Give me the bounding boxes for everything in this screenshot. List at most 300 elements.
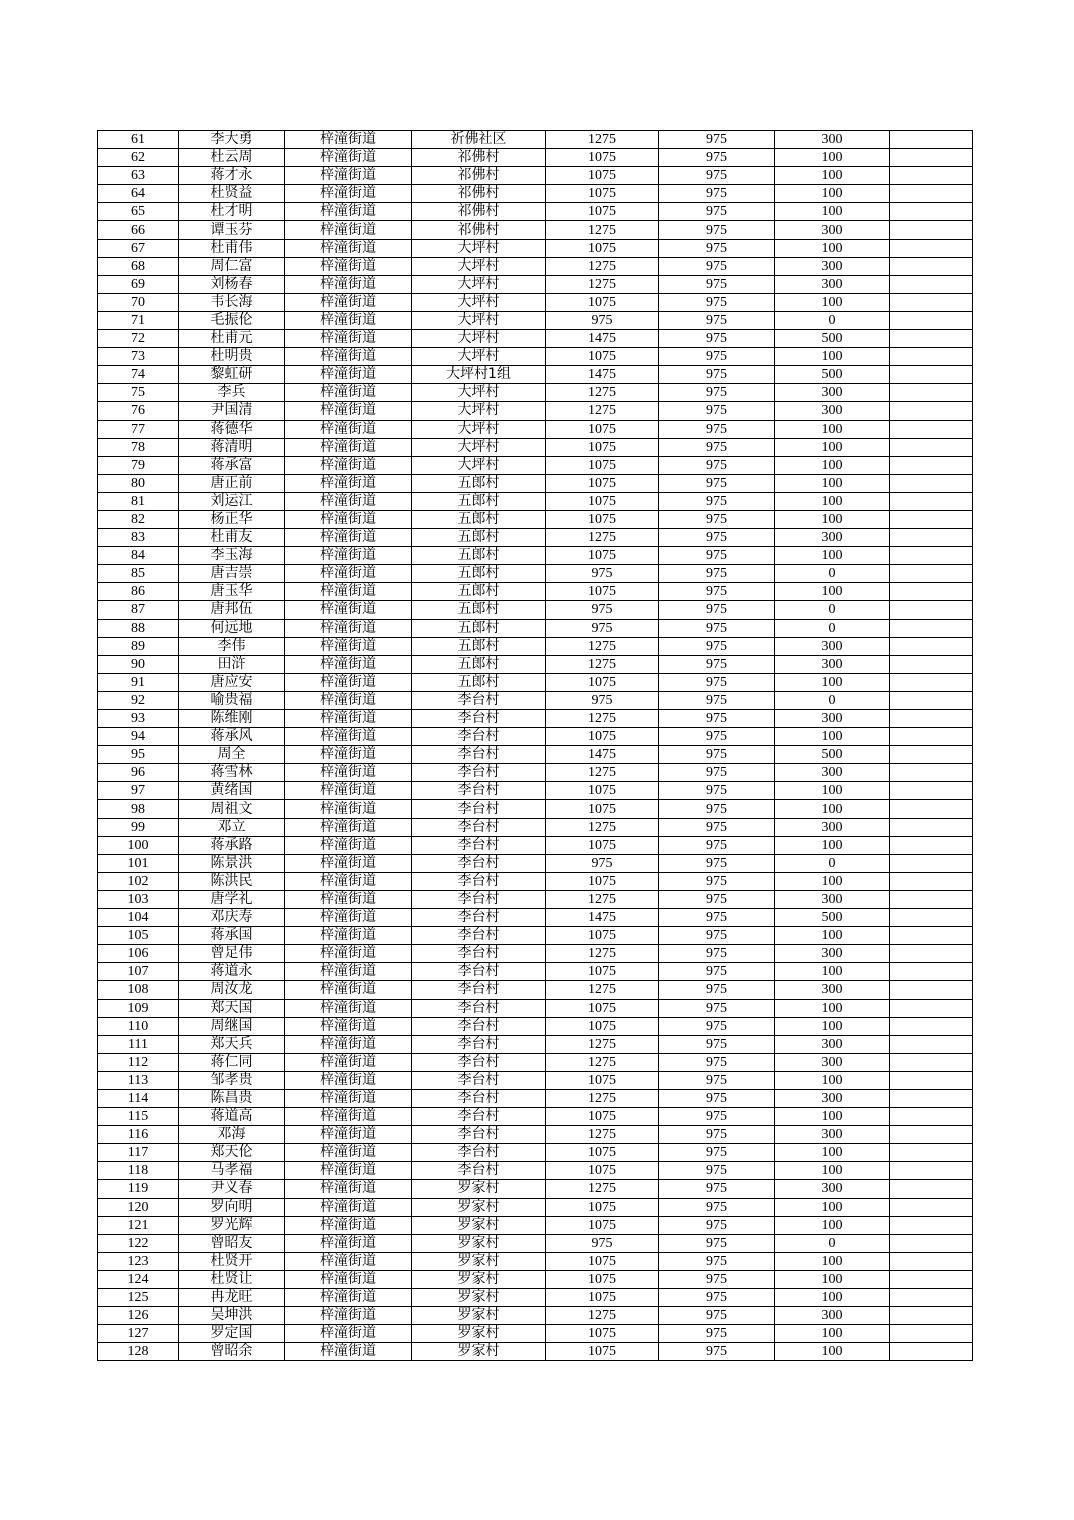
cell-name: 蒋道永 bbox=[179, 963, 285, 981]
cell-remarks bbox=[890, 836, 973, 854]
cell-remarks bbox=[890, 167, 973, 185]
cell-amount-difference: 100 bbox=[775, 149, 890, 167]
cell-subdistrict: 梓潼街道 bbox=[285, 131, 412, 149]
cell-name: 杜贤让 bbox=[179, 1270, 285, 1288]
cell-amount-difference: 100 bbox=[775, 836, 890, 854]
cell-amount-difference: 100 bbox=[775, 348, 890, 366]
cell-name: 蒋承风 bbox=[179, 728, 285, 746]
cell-remarks bbox=[890, 275, 973, 293]
cell-row-number: 77 bbox=[98, 420, 179, 438]
cell-amount-base: 975 bbox=[659, 927, 775, 945]
cell-subdistrict: 梓潼街道 bbox=[285, 710, 412, 728]
cell-remarks bbox=[890, 673, 973, 691]
cell-remarks bbox=[890, 438, 973, 456]
cell-amount-difference: 100 bbox=[775, 673, 890, 691]
cell-subdistrict: 梓潼街道 bbox=[285, 1162, 412, 1180]
cell-row-number: 114 bbox=[98, 1089, 179, 1107]
cell-amount-base: 975 bbox=[659, 348, 775, 366]
cell-subdistrict: 梓潼街道 bbox=[285, 1307, 412, 1325]
cell-name: 郑天伦 bbox=[179, 1144, 285, 1162]
table-row bbox=[98, 691, 973, 709]
cell-name: 周仁富 bbox=[179, 257, 285, 275]
cell-amount-base: 975 bbox=[659, 981, 775, 999]
cell-name: 蒋才永 bbox=[179, 167, 285, 185]
cell-amount-total: 1275 bbox=[546, 637, 659, 655]
cell-amount-difference: 100 bbox=[775, 456, 890, 474]
cell-amount-base: 975 bbox=[659, 420, 775, 438]
cell-amount-difference: 100 bbox=[775, 999, 890, 1017]
cell-row-number: 111 bbox=[98, 1035, 179, 1053]
cell-remarks bbox=[890, 239, 973, 257]
cell-amount-difference: 300 bbox=[775, 818, 890, 836]
cell-amount-difference: 100 bbox=[775, 1343, 890, 1361]
cell-row-number: 86 bbox=[98, 583, 179, 601]
cell-remarks bbox=[890, 927, 973, 945]
cell-name: 周继国 bbox=[179, 1017, 285, 1035]
cell-amount-difference: 100 bbox=[775, 293, 890, 311]
cell-amount-difference: 100 bbox=[775, 1108, 890, 1126]
cell-remarks bbox=[890, 710, 973, 728]
cell-village: 李台村 bbox=[412, 981, 546, 999]
table-row bbox=[98, 1180, 973, 1198]
cell-remarks bbox=[890, 1162, 973, 1180]
cell-amount-total: 1075 bbox=[546, 1252, 659, 1270]
cell-name: 陈洪民 bbox=[179, 872, 285, 890]
cell-amount-base: 975 bbox=[659, 836, 775, 854]
cell-remarks bbox=[890, 1216, 973, 1234]
table-row bbox=[98, 275, 973, 293]
cell-amount-difference: 100 bbox=[775, 547, 890, 565]
cell-subdistrict: 梓潼街道 bbox=[285, 420, 412, 438]
cell-row-number: 101 bbox=[98, 854, 179, 872]
cell-name: 杜明贵 bbox=[179, 348, 285, 366]
cell-amount-total: 1075 bbox=[546, 1071, 659, 1089]
cell-amount-difference: 100 bbox=[775, 1289, 890, 1307]
cell-name: 杨正华 bbox=[179, 510, 285, 528]
cell-amount-difference: 100 bbox=[775, 963, 890, 981]
cell-name: 唐吉崇 bbox=[179, 565, 285, 583]
cell-subdistrict: 梓潼街道 bbox=[285, 1144, 412, 1162]
cell-amount-total: 1075 bbox=[546, 1162, 659, 1180]
table-row bbox=[98, 1307, 973, 1325]
cell-village: 五郎村 bbox=[412, 673, 546, 691]
cell-amount-total: 1075 bbox=[546, 1270, 659, 1288]
cell-remarks bbox=[890, 1325, 973, 1343]
cell-village: 李台村 bbox=[412, 818, 546, 836]
cell-name: 何远地 bbox=[179, 619, 285, 637]
cell-village: 李台村 bbox=[412, 746, 546, 764]
cell-village: 大坪村 bbox=[412, 420, 546, 438]
cell-subdistrict: 梓潼街道 bbox=[285, 366, 412, 384]
cell-amount-total: 1075 bbox=[546, 583, 659, 601]
cell-amount-difference: 100 bbox=[775, 1252, 890, 1270]
cell-amount-base: 975 bbox=[659, 221, 775, 239]
cell-village: 李台村 bbox=[412, 1017, 546, 1035]
cell-village: 李台村 bbox=[412, 1071, 546, 1089]
cell-subdistrict: 梓潼街道 bbox=[285, 438, 412, 456]
cell-amount-difference: 300 bbox=[775, 981, 890, 999]
cell-subdistrict: 梓潼街道 bbox=[285, 872, 412, 890]
cell-remarks bbox=[890, 1089, 973, 1107]
table-row bbox=[98, 1216, 973, 1234]
cell-amount-base: 975 bbox=[659, 167, 775, 185]
cell-village: 李台村 bbox=[412, 728, 546, 746]
cell-amount-total: 1275 bbox=[546, 1126, 659, 1144]
cell-amount-total: 1075 bbox=[546, 872, 659, 890]
cell-name: 周全 bbox=[179, 746, 285, 764]
cell-village: 五郎村 bbox=[412, 474, 546, 492]
cell-amount-difference: 100 bbox=[775, 1162, 890, 1180]
table-row bbox=[98, 619, 973, 637]
cell-remarks bbox=[890, 131, 973, 149]
cell-row-number: 95 bbox=[98, 746, 179, 764]
cell-amount-base: 975 bbox=[659, 1017, 775, 1035]
cell-remarks bbox=[890, 963, 973, 981]
cell-subdistrict: 梓潼街道 bbox=[285, 1325, 412, 1343]
cell-amount-total: 1075 bbox=[546, 927, 659, 945]
cell-name: 郑天国 bbox=[179, 999, 285, 1017]
cell-name: 曾昭余 bbox=[179, 1343, 285, 1361]
cell-subdistrict: 梓潼街道 bbox=[285, 1270, 412, 1288]
cell-row-number: 91 bbox=[98, 673, 179, 691]
cell-name: 李大勇 bbox=[179, 131, 285, 149]
cell-village: 李台村 bbox=[412, 782, 546, 800]
cell-subdistrict: 梓潼街道 bbox=[285, 1017, 412, 1035]
cell-remarks bbox=[890, 619, 973, 637]
cell-village: 罗家村 bbox=[412, 1325, 546, 1343]
cell-village: 李台村 bbox=[412, 1035, 546, 1053]
cell-village: 大坪村 bbox=[412, 293, 546, 311]
cell-subdistrict: 梓潼街道 bbox=[285, 293, 412, 311]
cell-subdistrict: 梓潼街道 bbox=[285, 149, 412, 167]
cell-village: 大坪村 bbox=[412, 257, 546, 275]
cell-amount-base: 975 bbox=[659, 1198, 775, 1216]
cell-amount-total: 975 bbox=[546, 1234, 659, 1252]
cell-village: 五郎村 bbox=[412, 529, 546, 547]
cell-amount-difference: 300 bbox=[775, 945, 890, 963]
cell-village: 五郎村 bbox=[412, 565, 546, 583]
cell-name: 唐应安 bbox=[179, 673, 285, 691]
cell-amount-total: 975 bbox=[546, 565, 659, 583]
cell-village: 祁佛村 bbox=[412, 149, 546, 167]
cell-amount-total: 1075 bbox=[546, 438, 659, 456]
cell-village: 李台村 bbox=[412, 1144, 546, 1162]
cell-remarks bbox=[890, 728, 973, 746]
table-row bbox=[98, 782, 973, 800]
cell-village: 罗家村 bbox=[412, 1289, 546, 1307]
table-row bbox=[98, 547, 973, 565]
cell-row-number: 118 bbox=[98, 1162, 179, 1180]
table-row bbox=[98, 330, 973, 348]
cell-village: 五郎村 bbox=[412, 601, 546, 619]
cell-row-number: 99 bbox=[98, 818, 179, 836]
cell-subdistrict: 梓潼街道 bbox=[285, 1108, 412, 1126]
cell-amount-base: 975 bbox=[659, 257, 775, 275]
cell-subdistrict: 梓潼街道 bbox=[285, 764, 412, 782]
cell-name: 谭玉芬 bbox=[179, 221, 285, 239]
table-row bbox=[98, 456, 973, 474]
cell-remarks bbox=[890, 1289, 973, 1307]
cell-row-number: 97 bbox=[98, 782, 179, 800]
cell-remarks bbox=[890, 746, 973, 764]
cell-amount-base: 975 bbox=[659, 619, 775, 637]
cell-subdistrict: 梓潼街道 bbox=[285, 167, 412, 185]
cell-subdistrict: 梓潼街道 bbox=[285, 927, 412, 945]
cell-amount-base: 975 bbox=[659, 492, 775, 510]
cell-remarks bbox=[890, 691, 973, 709]
cell-amount-total: 1075 bbox=[546, 1144, 659, 1162]
cell-subdistrict: 梓潼街道 bbox=[285, 619, 412, 637]
cell-remarks bbox=[890, 1017, 973, 1035]
cell-amount-base: 975 bbox=[659, 293, 775, 311]
cell-remarks bbox=[890, 601, 973, 619]
cell-row-number: 107 bbox=[98, 963, 179, 981]
cell-amount-base: 975 bbox=[659, 529, 775, 547]
cell-amount-total: 1075 bbox=[546, 1108, 659, 1126]
cell-amount-total: 1275 bbox=[546, 257, 659, 275]
cell-remarks bbox=[890, 203, 973, 221]
cell-amount-base: 975 bbox=[659, 655, 775, 673]
cell-row-number: 93 bbox=[98, 710, 179, 728]
cell-village: 五郎村 bbox=[412, 492, 546, 510]
table-row bbox=[98, 239, 973, 257]
cell-subdistrict: 梓潼街道 bbox=[285, 818, 412, 836]
cell-amount-difference: 100 bbox=[775, 239, 890, 257]
cell-village: 李台村 bbox=[412, 890, 546, 908]
cell-amount-base: 975 bbox=[659, 149, 775, 167]
cell-row-number: 121 bbox=[98, 1216, 179, 1234]
cell-remarks bbox=[890, 764, 973, 782]
table-row bbox=[98, 420, 973, 438]
cell-remarks bbox=[890, 1343, 973, 1361]
cell-row-number: 80 bbox=[98, 474, 179, 492]
table-row bbox=[98, 836, 973, 854]
cell-amount-difference: 300 bbox=[775, 257, 890, 275]
cell-amount-difference: 300 bbox=[775, 655, 890, 673]
cell-remarks bbox=[890, 1270, 973, 1288]
table-row bbox=[98, 565, 973, 583]
cell-amount-total: 975 bbox=[546, 854, 659, 872]
cell-name: 邓庆寿 bbox=[179, 909, 285, 927]
table-row bbox=[98, 909, 973, 927]
cell-subdistrict: 梓潼街道 bbox=[285, 185, 412, 203]
cell-amount-difference: 300 bbox=[775, 221, 890, 239]
table-row bbox=[98, 818, 973, 836]
cell-amount-total: 1475 bbox=[546, 746, 659, 764]
cell-subdistrict: 梓潼街道 bbox=[285, 890, 412, 908]
cell-amount-base: 975 bbox=[659, 800, 775, 818]
cell-amount-base: 975 bbox=[659, 1108, 775, 1126]
cell-name: 马孝福 bbox=[179, 1162, 285, 1180]
cell-amount-difference: 500 bbox=[775, 366, 890, 384]
cell-amount-difference: 300 bbox=[775, 710, 890, 728]
cell-village: 李台村 bbox=[412, 854, 546, 872]
cell-subdistrict: 梓潼街道 bbox=[285, 565, 412, 583]
cell-amount-base: 975 bbox=[659, 1216, 775, 1234]
cell-amount-total: 1075 bbox=[546, 836, 659, 854]
cell-amount-total: 1075 bbox=[546, 1216, 659, 1234]
cell-name: 李兵 bbox=[179, 384, 285, 402]
cell-subdistrict: 梓潼街道 bbox=[285, 1126, 412, 1144]
cell-amount-total: 1275 bbox=[546, 1035, 659, 1053]
cell-name: 杜才明 bbox=[179, 203, 285, 221]
cell-subdistrict: 梓潼街道 bbox=[285, 655, 412, 673]
cell-village: 罗家村 bbox=[412, 1307, 546, 1325]
cell-row-number: 105 bbox=[98, 927, 179, 945]
cell-amount-difference: 300 bbox=[775, 275, 890, 293]
cell-amount-difference: 300 bbox=[775, 1180, 890, 1198]
cell-subdistrict: 梓潼街道 bbox=[285, 257, 412, 275]
cell-name: 邓立 bbox=[179, 818, 285, 836]
cell-amount-base: 975 bbox=[659, 691, 775, 709]
cell-village: 李台村 bbox=[412, 1108, 546, 1126]
table-row bbox=[98, 203, 973, 221]
cell-amount-base: 975 bbox=[659, 1343, 775, 1361]
cell-amount-base: 975 bbox=[659, 909, 775, 927]
cell-amount-difference: 300 bbox=[775, 1053, 890, 1071]
cell-subdistrict: 梓潼街道 bbox=[285, 728, 412, 746]
cell-name: 毛振伦 bbox=[179, 311, 285, 329]
cell-name: 陈维刚 bbox=[179, 710, 285, 728]
cell-amount-base: 975 bbox=[659, 963, 775, 981]
table-row bbox=[98, 1289, 973, 1307]
cell-amount-difference: 300 bbox=[775, 529, 890, 547]
cell-name: 杜甫元 bbox=[179, 330, 285, 348]
cell-amount-base: 975 bbox=[659, 728, 775, 746]
cell-row-number: 78 bbox=[98, 438, 179, 456]
cell-amount-total: 1275 bbox=[546, 384, 659, 402]
cell-subdistrict: 梓潼街道 bbox=[285, 1252, 412, 1270]
cell-amount-base: 975 bbox=[659, 818, 775, 836]
table-row bbox=[98, 764, 973, 782]
cell-row-number: 84 bbox=[98, 547, 179, 565]
table-row bbox=[98, 1270, 973, 1288]
cell-amount-difference: 300 bbox=[775, 1089, 890, 1107]
cell-amount-base: 975 bbox=[659, 185, 775, 203]
cell-row-number: 100 bbox=[98, 836, 179, 854]
table-row bbox=[98, 311, 973, 329]
cell-subdistrict: 梓潼街道 bbox=[285, 1234, 412, 1252]
table-row bbox=[98, 963, 973, 981]
cell-name: 唐正前 bbox=[179, 474, 285, 492]
cell-row-number: 106 bbox=[98, 945, 179, 963]
table-row bbox=[98, 384, 973, 402]
cell-amount-base: 975 bbox=[659, 384, 775, 402]
cell-subdistrict: 梓潼街道 bbox=[285, 402, 412, 420]
cell-amount-total: 1275 bbox=[546, 275, 659, 293]
cell-remarks bbox=[890, 1198, 973, 1216]
table-row bbox=[98, 1234, 973, 1252]
cell-amount-base: 975 bbox=[659, 1270, 775, 1288]
cell-name: 罗光辉 bbox=[179, 1216, 285, 1234]
table-row bbox=[98, 510, 973, 528]
cell-name: 黄绪国 bbox=[179, 782, 285, 800]
cell-amount-difference: 100 bbox=[775, 927, 890, 945]
cell-remarks bbox=[890, 854, 973, 872]
cell-subdistrict: 梓潼街道 bbox=[285, 963, 412, 981]
cell-amount-total: 1075 bbox=[546, 474, 659, 492]
cell-amount-base: 975 bbox=[659, 637, 775, 655]
cell-amount-base: 975 bbox=[659, 710, 775, 728]
cell-remarks bbox=[890, 311, 973, 329]
cell-row-number: 112 bbox=[98, 1053, 179, 1071]
table-row bbox=[98, 492, 973, 510]
cell-amount-total: 1275 bbox=[546, 1089, 659, 1107]
cell-remarks bbox=[890, 565, 973, 583]
table-row bbox=[98, 1252, 973, 1270]
cell-remarks bbox=[890, 999, 973, 1017]
cell-subdistrict: 梓潼街道 bbox=[285, 203, 412, 221]
cell-remarks bbox=[890, 1053, 973, 1071]
cell-amount-difference: 0 bbox=[775, 1234, 890, 1252]
cell-remarks bbox=[890, 1252, 973, 1270]
cell-subdistrict: 梓潼街道 bbox=[285, 1343, 412, 1361]
cell-amount-base: 975 bbox=[659, 1180, 775, 1198]
cell-amount-difference: 100 bbox=[775, 1144, 890, 1162]
cell-row-number: 124 bbox=[98, 1270, 179, 1288]
cell-amount-total: 1275 bbox=[546, 1180, 659, 1198]
cell-subdistrict: 梓潼街道 bbox=[285, 221, 412, 239]
cell-remarks bbox=[890, 221, 973, 239]
cell-amount-total: 1075 bbox=[546, 1017, 659, 1035]
cell-remarks bbox=[890, 1035, 973, 1053]
cell-amount-difference: 100 bbox=[775, 1198, 890, 1216]
cell-name: 陈昌贵 bbox=[179, 1089, 285, 1107]
cell-subdistrict: 梓潼街道 bbox=[285, 1216, 412, 1234]
cell-row-number: 109 bbox=[98, 999, 179, 1017]
cell-row-number: 123 bbox=[98, 1252, 179, 1270]
cell-amount-difference: 0 bbox=[775, 311, 890, 329]
cell-amount-total: 1075 bbox=[546, 1289, 659, 1307]
table-row bbox=[98, 1325, 973, 1343]
cell-village: 罗家村 bbox=[412, 1343, 546, 1361]
cell-amount-total: 1275 bbox=[546, 890, 659, 908]
cell-village: 大坪村 bbox=[412, 311, 546, 329]
cell-name: 罗定国 bbox=[179, 1325, 285, 1343]
table-row bbox=[98, 890, 973, 908]
cell-remarks bbox=[890, 330, 973, 348]
table-row bbox=[98, 601, 973, 619]
cell-remarks bbox=[890, 818, 973, 836]
cell-subdistrict: 梓潼街道 bbox=[285, 1035, 412, 1053]
table-row bbox=[98, 710, 973, 728]
cell-village: 李台村 bbox=[412, 691, 546, 709]
table-row bbox=[98, 402, 973, 420]
cell-amount-base: 975 bbox=[659, 366, 775, 384]
cell-remarks bbox=[890, 890, 973, 908]
cell-subdistrict: 梓潼街道 bbox=[285, 330, 412, 348]
cell-subdistrict: 梓潼街道 bbox=[285, 782, 412, 800]
cell-row-number: 110 bbox=[98, 1017, 179, 1035]
cell-row-number: 88 bbox=[98, 619, 179, 637]
cell-row-number: 70 bbox=[98, 293, 179, 311]
cell-village: 李台村 bbox=[412, 945, 546, 963]
cell-subdistrict: 梓潼街道 bbox=[285, 1198, 412, 1216]
cell-amount-base: 975 bbox=[659, 565, 775, 583]
cell-name: 冉龙旺 bbox=[179, 1289, 285, 1307]
cell-subdistrict: 梓潼街道 bbox=[285, 999, 412, 1017]
table-row bbox=[98, 800, 973, 818]
cell-amount-base: 975 bbox=[659, 311, 775, 329]
table-row bbox=[98, 1053, 973, 1071]
cell-amount-difference: 100 bbox=[775, 1270, 890, 1288]
cell-amount-total: 1075 bbox=[546, 1343, 659, 1361]
cell-name: 尹国清 bbox=[179, 402, 285, 420]
cell-row-number: 68 bbox=[98, 257, 179, 275]
cell-remarks bbox=[890, 384, 973, 402]
cell-row-number: 117 bbox=[98, 1144, 179, 1162]
cell-name: 蒋清明 bbox=[179, 438, 285, 456]
